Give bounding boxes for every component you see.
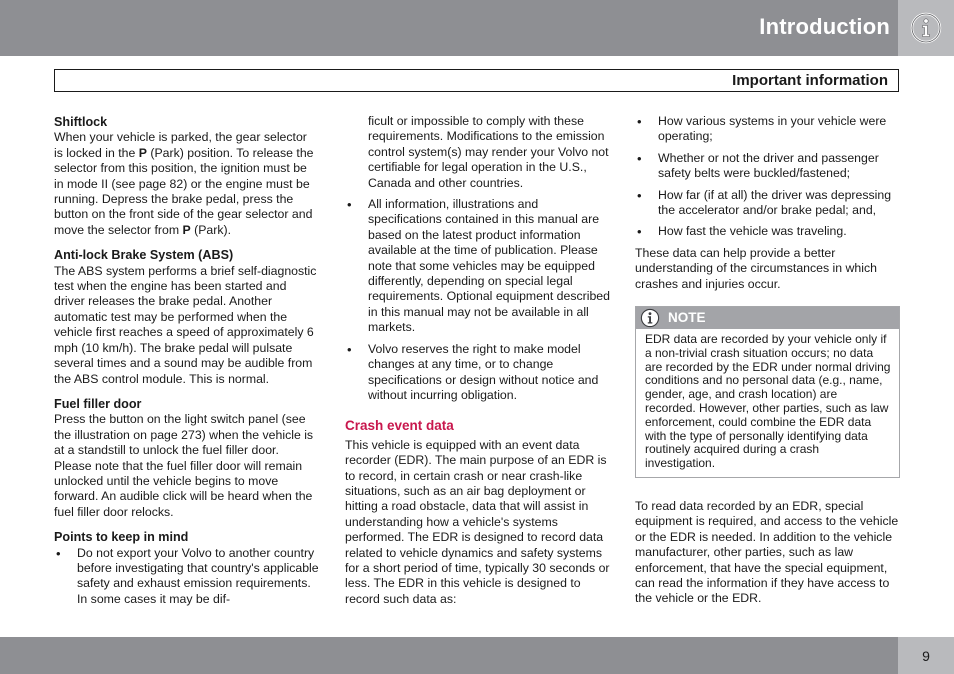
- points-heading: Points to keep in mind: [54, 530, 189, 545]
- page-title: Introduction: [759, 14, 890, 39]
- shiftlock-heading: Shiftlock: [54, 115, 108, 129]
- fuel-heading: Fuel filler door: [54, 396, 142, 411]
- read-text: To read data recorded by an EDR, special equipment is required, and access to the vehicle or the EDR is needed. In addition to the vehicle manufacturer, other parties, such as law enforcement, that have the special equipment, can read the information if they have access to the vehicle or the EDR.: [635, 499, 899, 606]
- info-icon: [640, 308, 660, 328]
- column-2: [345, 114, 610, 607]
- list-item: • How various systems in your vehicle were operating;: [635, 114, 900, 145]
- crash-text: This vehicle is equipped with an event data recorder (EDR). The main purpose of an EDR is to record, in certain crash or near crash-like situations, such as an air bag deployment or hitting a road obstacle, data that will assist in understanding how a vehicle's systems performed. The EDR is designed to record data related to vehicle dynamics and safety systems for a short period of time, typically 30 seconds or less. The EDR in this vehicle is designed to record such data as:: [345, 437, 610, 606]
- shiftlock-p-1: P: [138, 145, 147, 160]
- abs-heading: Anti-lock Brake System (ABS): [54, 248, 234, 263]
- shiftlock-text-3: (Park).: [190, 222, 231, 237]
- points-list: [54, 546, 319, 608]
- list-item: • Do not export your Volvo to another country before investigating that country's applicable safety and exhaust emission requirements. In some cases it may be dif-: [54, 546, 319, 608]
- list-item: • How far (if at all) the driver was depressing the accelerator and/or brake pedal; and,: [635, 188, 900, 219]
- abs-text: The ABS system performs a brief self-diagnostic test when the engine has been started and driver releases the brake pedal. Another automatic test may be performed when the vehicle first reaches a speed of approximately 6 mph (10 km/h). The brake pedal will pulsate several times and a sound may be audible from the ABS control module. This is normal.: [54, 263, 317, 386]
- note-header: [636, 307, 899, 329]
- header-icon-box: [898, 0, 954, 56]
- column-3: [635, 114, 900, 607]
- shiftlock-p-2: P: [182, 222, 191, 237]
- list-item: • All information, illustrations and specifications contained in this manual are based on the latest product information available at the time of publication. Please note that some vehicles may be equipped differently, depending on special legal requirements. Optional equipment described in this manual may not be available in all markets.: [345, 197, 610, 336]
- footer-bar: [0, 637, 954, 674]
- note-text: EDR data are recorded by your vehicle only if a non-trivial crash situation occurs; no data are recorded by the EDR under normal driving conditions and no personal data (e.g., name, gender, age, and crash location) are recorded. However, other parties, such as law enforcement, could combine the EDR data with the type of personally identifying data routinely acquired during a crash investigation.: [645, 332, 891, 471]
- header-bar: [0, 0, 954, 56]
- list-item: • Whether or not the driver and passenger safety belts were buckled/fastened;: [635, 151, 900, 182]
- crash-heading: Crash event data: [345, 418, 454, 434]
- note-label: NOTE: [668, 310, 706, 326]
- shiftlock-text-1: When your vehicle is parked, the gear selector is locked in the: [54, 130, 307, 160]
- data-text: These data can help provide a better understanding of the circumstances in which crashes and injuries occur.: [635, 245, 877, 291]
- fuel-text: Press the button on the light switch panel (see the illustration on page 273) when the vehicle is at a standstill to unlock the fuel filler door. Please note that the fuel filler door will remain unlocked until the vehicle begins to move forward. An audible click will be heard when the fuel filler door relocks.: [54, 412, 314, 519]
- page-number: 9: [898, 637, 954, 674]
- section-header: [54, 69, 899, 92]
- list-item: • How fast the vehicle was traveling.: [635, 224, 900, 239]
- info-icon: [909, 11, 943, 45]
- list-item: • Volvo reserves the right to make model changes at any time, or to change specifications or design without notice and without incurring obligation.: [345, 342, 610, 404]
- shiftlock-text: [54, 130, 319, 238]
- edr-list: [635, 114, 900, 240]
- info-list: [345, 197, 610, 403]
- section-title: Important information: [732, 72, 888, 89]
- note-box: [635, 306, 900, 478]
- column-1: [54, 114, 319, 613]
- shiftlock-text-2: (Park) position. To release the selector from this position, the ignition must be in mode II (see page 82) or the engine must be running. Depress the brake pedal, press the button on the front side of the gear selector and move the selector from: [54, 145, 314, 237]
- continuation-text: ficult or impossible to comply with these requirements. Modifications to the emission control system(s) may render your Volvo not certifiable for legal operation in the U.S., Canada and other countries.: [368, 114, 609, 190]
